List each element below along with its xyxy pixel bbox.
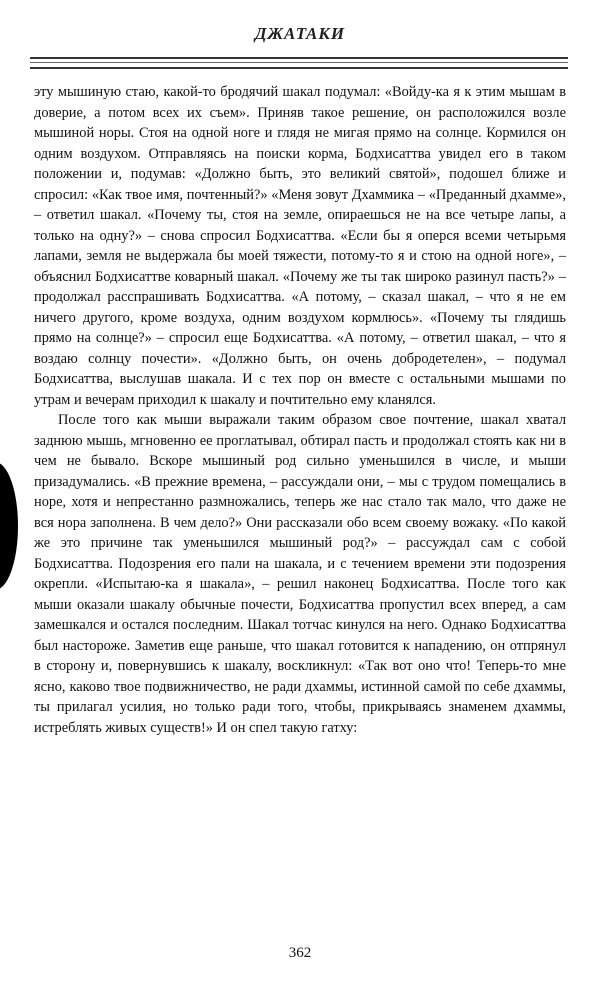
scan-edge-shadow xyxy=(0,462,18,590)
header-rule-top xyxy=(30,57,568,59)
header-rule-middle xyxy=(30,62,568,63)
paragraph-1: эту мышиную стаю, какой-то бродячий шакал подумал: «Войду-ка я к этим мышам в доверие, а потом всех их съем». Приняв такое решение, он расположился возле мышиной норы. Стоя на одной ноге и глядя не мигая прямо на солнце. Кормился он одним воздухом. Отправляясь на поиски корма, Бодхисаттва увидел его в таком положении и, подумав: «Должно быть, это великий святой», подошел ближе и спросил: «Как твое имя, почтенный?» «Меня зовут Дхаммика – «Преданный дхамме», – ответил шакал. «Почему ты, стоя на земле, опираешься не на все четыре лапы, а только на одну?» – снова спросил Бодхисаттва. «Если бы я оперся всеми четырьмя лапами, земля не выдержала бы моей тяжести, потому-то я и стою на одной ноге», – объяснил Бодхисаттве коварный шакал. «Почему же ты так широко разинул пасть?» – продолжал расспрашивать Бодхисаттва. «А потому, – сказал шакал, – что я не ем ничего другого, кроме воздуха, одним воздухом кормлюсь». «Почему ты глядишь прямо на солнце?» – спросил еще Бодхисаттва. «А потому, – ответил шакал, – что я воздаю солнцу почести». «Должно быть, он очень добродетелен», – подумал Бодхисаттва, выслушав шакала. И с тех пор он вместе с остальными мышами по утрам и вечерам приходил к шакалу и почтительно ему кланялся. xyxy=(34,84,566,408)
paragraph-2: После того как мыши выражали таким образом свое почтение, шакал хватал заднюю мышь, мгновенно ее проглатывал, обтирал пасть и продолжал стоять как ни в чем не бывало. Вскоре мышиный род сильно уменьшился в числе, и мыши призадумались. «В прежние времена, – рассуждали они, – мы с трудом помещались в норе, хотя и непрестанно размножались, теперь же нас стало так мало, что даже не вся нора заполнена. В чем дело?» Они рассказали обо всем своему вожаку. «По какой же это причине так уменьшился мышиный род?» – рассуждал сам с собой Бодхисаттва. Подозрения его пали на шакала, и с течением времени эти подозрения окрепли. «Испытаю-ка я шакала», – решил наконец Бодхисаттва. После того как мыши оказали шакалу обычные почести, Бодхисаттва пропустил всех вперед, а сам замешкался и остался последним. Шакал тотчас кинулся на него. Однако Бодхисаттва был настороже. Заметив еще раньше, что шакал готовится к нападению, он отпрянул в сторону и, повернувшись к шакалу, воскликнул: «Так вот оно что! Теперь-то мне ясно, каково твое подвижничество, не ради дхаммы, истинной самой по себе дхаммы, ты прилагал усилия, но только ради того, чтобы, прикрываясь знаменем дхаммы, истреблять живых существ!» И он спел такую гатху: xyxy=(34,412,566,736)
running-title: ДЖАТАКИ xyxy=(254,24,346,43)
body-text xyxy=(34,82,566,738)
header-rule-bottom xyxy=(30,67,568,69)
page-number: 362 xyxy=(288,945,312,961)
